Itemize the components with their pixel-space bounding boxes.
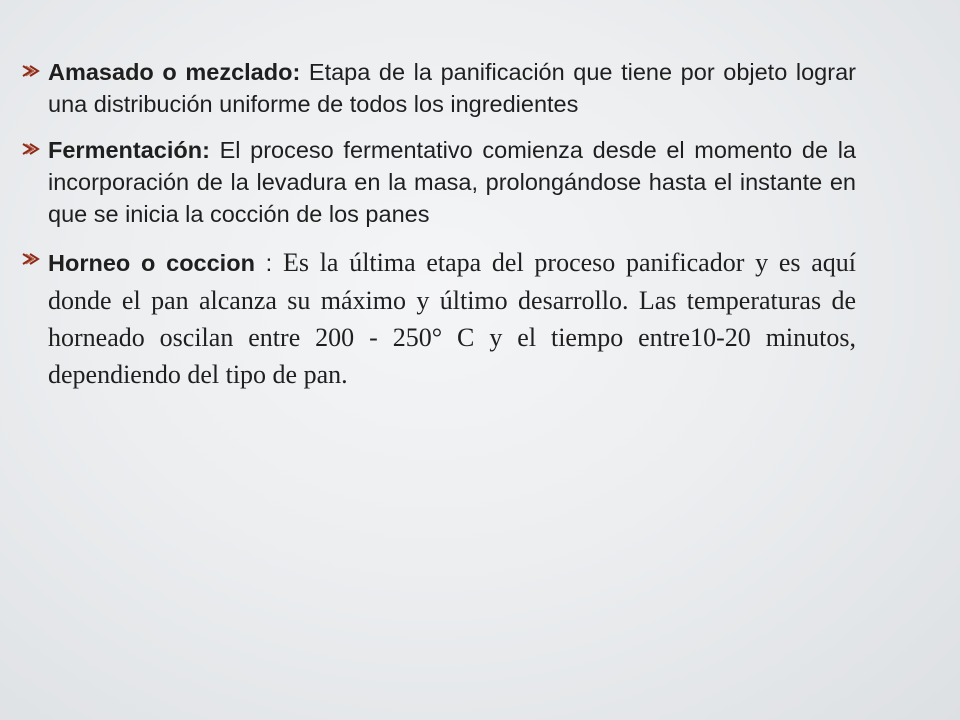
term-separator: : xyxy=(254,250,283,276)
bullet-item-amasado xyxy=(20,56,856,120)
term-fermentacion: Fermentación: xyxy=(48,137,210,163)
stacked-chevron-icon xyxy=(20,60,42,82)
stacked-chevron-icon xyxy=(20,248,42,270)
term-amasado: Amasado o mezclado: xyxy=(48,59,301,85)
bullet-item-fermentacion xyxy=(20,134,856,230)
bullet-item-horneo xyxy=(20,244,856,393)
bullet-list xyxy=(20,56,856,407)
stacked-chevron-icon xyxy=(20,138,42,160)
definition-amasado: Etapa de la panificación que tiene por objeto lograr una distribución uniforme de todos los ingredientes xyxy=(48,59,856,117)
definition-fermentacion: El proceso fermentativo comienza desde el momento de la incorporación de la levadura en la masa, prolongándose hasta el instante en que se inicia la cocción de los panes xyxy=(48,137,856,227)
definition-horneo: Es la última etapa del proceso panificador y es aquí donde el pan alcanza su máximo y último desarrollo. Las temperaturas de horneado oscilan entre 200 - 250° C y el tiempo entre10-20 minutos, dependiendo del tipo de pan. xyxy=(48,248,856,389)
term-horneo: Horneo o coccion xyxy=(48,250,255,276)
